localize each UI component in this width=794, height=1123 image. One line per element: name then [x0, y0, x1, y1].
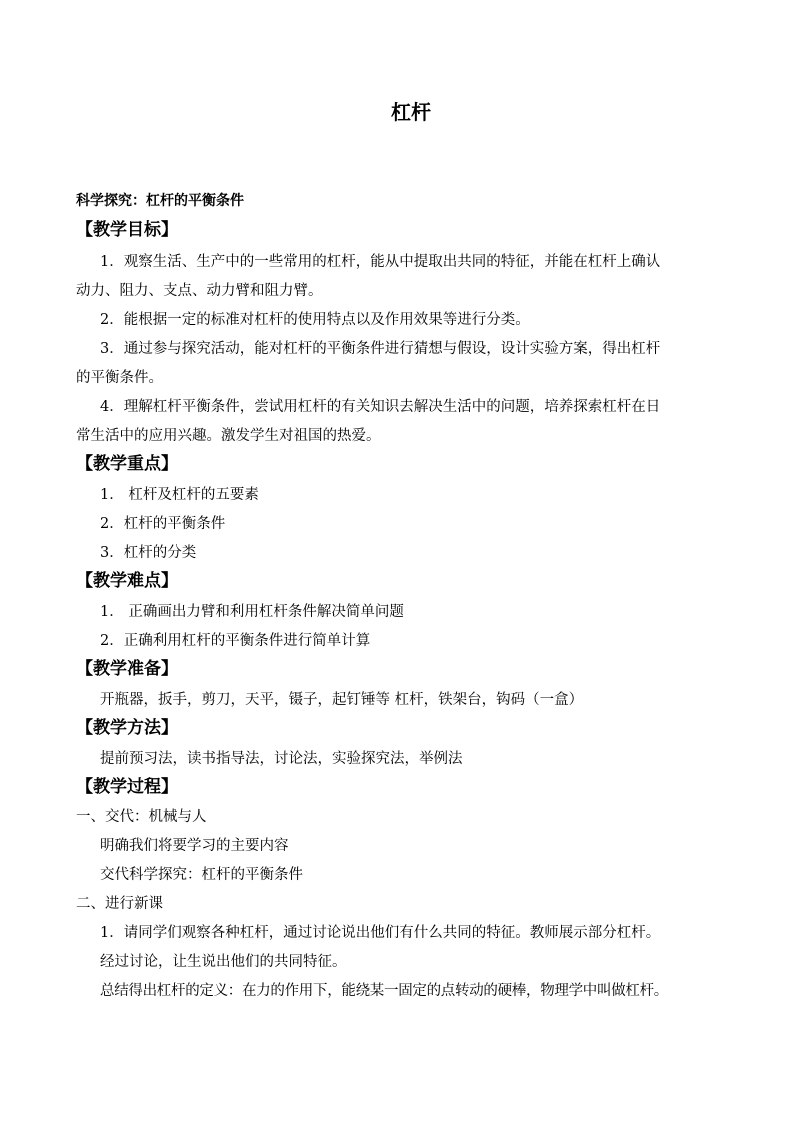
key-point-item: 3．杠杆的分类 [100, 545, 197, 561]
process-part1: 一、交代：机械与人 [76, 809, 207, 825]
process-part1-line: 明确我们将要学习的主要内容 [100, 838, 289, 854]
difficulties-heading: 【教学难点】 [76, 571, 178, 591]
methods-heading: 【教学方法】 [76, 718, 178, 738]
key-point-item: 1． 杠杆及杠杆的五要素 [100, 487, 259, 503]
process-part2-line: 总结得出杠杆的定义：在力的作用下，能绕某一固定的点转动的硬棒，物理学中叫做杠杆。 [100, 983, 668, 999]
objective-2: 2．能根据一定的标准对杠杆的使用特点以及作用效果等进行分类。 [100, 312, 530, 328]
preparation-text: 开瓶器，扳手，剪刀，天平，镊子，起钉锤等 杠杆，铁架台，钩码（一盒） [100, 692, 584, 708]
process-part2: 二、进行新课 [76, 896, 163, 912]
process-heading: 【教学过程】 [76, 777, 178, 797]
objective-4b: 常生活中的应用兴趣。激发学生对祖国的热爱。 [76, 428, 381, 444]
process-part1-line: 交代科学探究：杠杆的平衡条件 [100, 867, 303, 883]
objectives-heading: 【教学目标】 [76, 220, 178, 240]
key-points-heading: 【教学重点】 [76, 454, 178, 474]
key-point-item: 2．杠杆的平衡条件 [100, 516, 226, 532]
objective-1b: 动力、阻力、支点、动力臂和阻力臂。 [76, 283, 323, 299]
objective-3b: 的平衡条件。 [76, 370, 163, 386]
objective-1a: 1．观察生活、生产中的一些常用的杠杆，能从中提取出共同的特征，并能在杠杆上确认 [100, 254, 661, 270]
document-title: 杠杆 [391, 100, 431, 124]
methods-text: 提前预习法，读书指导法，讨论法，实验探究法，举例法 [100, 751, 463, 767]
difficulty-item: 1． 正确画出力臂和利用杠杆条件解决简单问题 [100, 604, 404, 620]
process-part2-line: 1．请同学们观察各种杠杆，通过讨论说出他们有什么共同的特征。教师展示部分杠杆。 [100, 925, 661, 941]
objective-4a: 4．理解杠杆平衡条件，尝试用杠杆的有关知识去解决生活中的问题，培养探索杠杆在日 [100, 399, 661, 415]
objective-3a: 3．通过参与探究活动，能对杠杆的平衡条件进行猜想与假设，设计实验方案，得出杠杆 [100, 341, 661, 357]
document-subtitle: 科学探究：杠杆的平衡条件 [76, 193, 244, 209]
difficulty-item: 2．正确利用杠杆的平衡条件进行简单计算 [100, 633, 371, 649]
preparation-heading: 【教学准备】 [76, 659, 178, 679]
process-part2-line: 经过讨论，让生说出他们的共同特征。 [100, 954, 347, 970]
